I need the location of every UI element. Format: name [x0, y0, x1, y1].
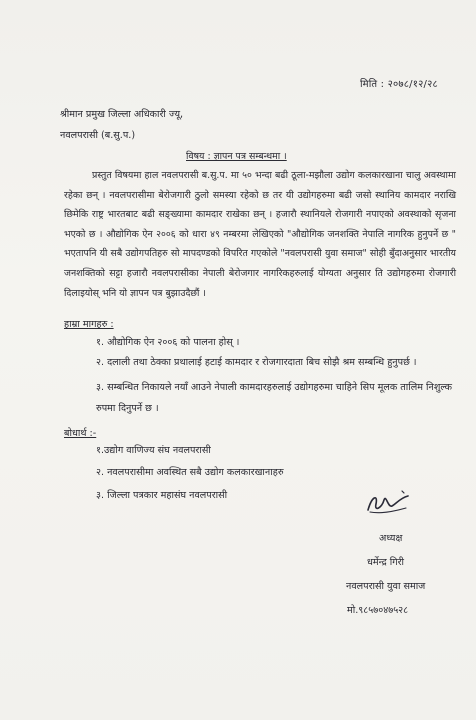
recipient-location: नवलपरासी (ब.सु.प.) [60, 130, 136, 141]
demands-heading: हाम्रा मागहरु : [64, 319, 114, 330]
cc-item: ३. जिल्ला पत्रकार महासंघ नवलपरासी [96, 490, 228, 501]
letter-subject: विषय : ज्ञापन पत्र सम्बन्धमा । [186, 151, 287, 162]
demand-item: १. औद्योगिक ऐन २००६ को पालना होस् । [96, 337, 240, 348]
signatory-title: अध्यक्ष [379, 533, 403, 544]
signature-image [362, 488, 412, 518]
letter-body [64, 166, 456, 303]
signatory-organization: नवलपरासी युवा समाज [346, 581, 426, 592]
cc-heading: बोधार्थ :- [64, 428, 97, 439]
cc-item: २. नवलपरासीमा अवस्थित सबै उद्योग कलकारखानाहरु [96, 467, 284, 478]
signatory-name: धर्मेन्द्र गिरी [367, 557, 405, 568]
demand-item: ३. सम्बन्धित निकायले नयाँ आउने नेपाली कामदारहरुलाई उद्योगहरुमा चाहिने सिप मूलक तालिम निशुल्क रुपमा दिनुपर्ने छ । [96, 382, 453, 414]
recipient-title: श्रीमान प्रमुख जिल्ला अधिकारी ज्यू, [60, 109, 184, 120]
letter-body-text: प्रस्तुत विषयमा हाल नवलपरासी ब.सु.प. मा ५० भन्दा बढी ठूला-मझौला उद्योग कलकारखाना चालु अवस्थामा रहेका छन् । नवलपरासीमा बेरोजगारी ठुलो समस्या रहेको छ तर यी उद्योगहरुमा बढी जसो स्थानिय कामदार नराखि छिमेकि राष्ट्र भारतबाट बढी सङ्ख्यामा कामदार राखेका छन् । हजारौ स्थानियले रोजगारी नपाएको अवस्थाको सृजना भएको छ । औद्योगिक ऐन २००६ को धारा ४९ नम्बरमा लेखिएको "औद्योगिक जनशक्ति नेपालि नागरिक हुनुपर्ने छ " भएतापनि यी सबै उद्योगपतिहरु सो मापदण्डको विपरित गएकोले "नवलपरासी युवा समाज" सोही बुँदाअनुसार भारतीय जनशक्तिको सट्टा हजारौ नवलपरासीका नेपाली बेरोजगार नागरिकहरुलाई योग्यता अनुसार ति उद्योगहरुमा रोजगारी दिलाइयोस् भनि यो ज्ञापन पत्र बुझाउदैछौं । [64, 170, 456, 299]
signatory-phone: मो.९८५७०४७५२८ [347, 605, 409, 616]
demand-item: २. दलाली तथा ठेक्का प्रथालाई हटाई कामदार र रोजगारदाता बिच सोझै श्रम सम्बन्धि हुनुपर्छ । [96, 357, 417, 368]
letter-date: मिति : २०७८/१२/२८ [360, 79, 438, 90]
cc-item: १.उद्योग वाणिज्य संघ नवलपरासी [96, 445, 211, 456]
